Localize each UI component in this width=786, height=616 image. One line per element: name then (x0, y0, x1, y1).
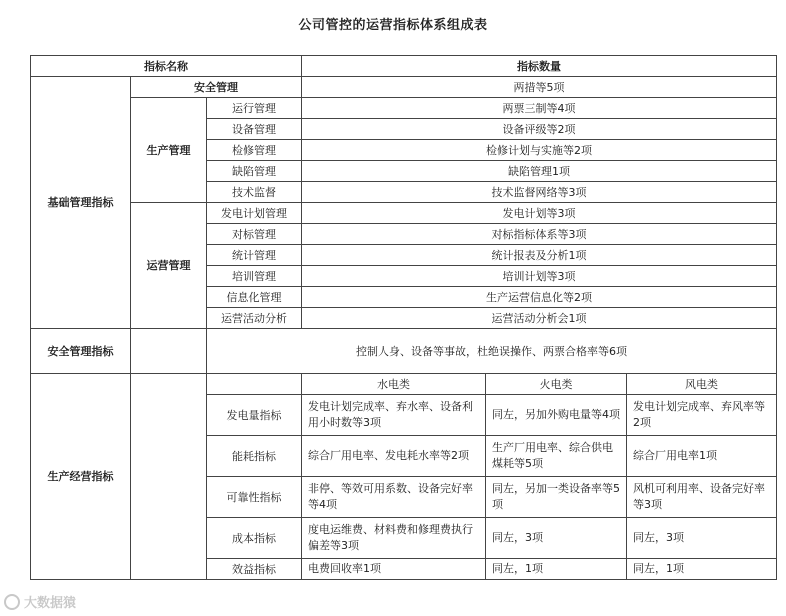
item-value: 设备评级等2项 (302, 119, 777, 140)
item-name: 缺陷管理 (207, 161, 302, 182)
hydro-value: 电费回收率1项 (302, 559, 486, 580)
hydro-value: 发电计划完成率、弃水率、设备利用小时数等3项 (302, 395, 486, 436)
item-name: 运行管理 (207, 98, 302, 119)
wind-value: 综合厂用电率1项 (627, 436, 777, 477)
watermark-text: 大数据猿 (24, 596, 77, 611)
safety-mgmt-value: 两措等5项 (302, 77, 777, 98)
item-name: 设备管理 (207, 119, 302, 140)
table-row (31, 77, 777, 98)
empty-cell (131, 329, 207, 374)
basic-category: 基础管理指标 (31, 77, 131, 329)
table-row (31, 329, 777, 374)
item-name: 发电计划管理 (207, 203, 302, 224)
table-row (31, 203, 777, 224)
item-value: 检修计划与实施等2项 (302, 140, 777, 161)
column-thermal: 火电类 (486, 374, 627, 395)
item-name: 运营活动分析 (207, 308, 302, 329)
column-wind: 风电类 (627, 374, 777, 395)
item-value: 缺陷管理1项 (302, 161, 777, 182)
item-value: 对标指标体系等3项 (302, 224, 777, 245)
wind-value: 同左，3项 (627, 518, 777, 559)
thermal-value: 同左，1项 (486, 559, 627, 580)
item-name: 能耗指标 (207, 436, 302, 477)
operation-mgmt-label: 运营管理 (131, 203, 207, 329)
thermal-value: 同左，3项 (486, 518, 627, 559)
item-name: 信息化管理 (207, 287, 302, 308)
production-category: 生产经营指标 (31, 374, 131, 580)
header-count: 指标数量 (302, 56, 777, 77)
item-name: 检修管理 (207, 140, 302, 161)
item-value: 培训计划等3项 (302, 266, 777, 287)
item-name: 对标管理 (207, 224, 302, 245)
table-row (31, 98, 777, 119)
thermal-value: 同左，另加一类设备率等5项 (486, 477, 627, 518)
item-name: 成本指标 (207, 518, 302, 559)
item-name: 技术监督 (207, 182, 302, 203)
wind-value: 风机可利用率、设备完好率等3项 (627, 477, 777, 518)
wind-value: 同左，1项 (627, 559, 777, 580)
wind-value: 发电计划完成率、弃风率等2项 (627, 395, 777, 436)
column-header-row (31, 374, 777, 395)
production-mgmt-label: 生产管理 (131, 98, 207, 203)
watermark-logo-icon (4, 594, 20, 610)
item-name: 培训管理 (207, 266, 302, 287)
item-value: 生产运营信息化等2项 (302, 287, 777, 308)
item-name: 统计管理 (207, 245, 302, 266)
header-row (31, 56, 777, 77)
hydro-value: 度电运维费、材料费和修理费执行偏差等3项 (302, 518, 486, 559)
item-value: 技术监督网络等3项 (302, 182, 777, 203)
column-hydro: 水电类 (302, 374, 486, 395)
safety-category: 安全管理指标 (31, 329, 131, 374)
indicator-table (30, 55, 777, 580)
item-value: 发电计划等3项 (302, 203, 777, 224)
safety-indicator-value: 控制人身、设备等事故，杜绝误操作、两票合格率等6项 (207, 329, 777, 374)
watermark (4, 592, 76, 611)
empty-cell (131, 374, 207, 580)
item-value: 运营活动分析会1项 (302, 308, 777, 329)
empty-cell (207, 374, 302, 395)
table-title: 公司管控的运营指标体系组成表 (298, 18, 488, 33)
item-name: 发电量指标 (207, 395, 302, 436)
thermal-value: 生产厂用电率、综合供电煤耗等5项 (486, 436, 627, 477)
thermal-value: 同左，另加外购电量等4项 (486, 395, 627, 436)
item-name: 效益指标 (207, 559, 302, 580)
item-name: 可靠性指标 (207, 477, 302, 518)
item-value: 两票三制等4项 (302, 98, 777, 119)
hydro-value: 非停、等效可用系数、设备完好率等4项 (302, 477, 486, 518)
safety-mgmt-label: 安全管理 (131, 77, 302, 98)
item-value: 统计报表及分析1项 (302, 245, 777, 266)
hydro-value: 综合厂用电率、发电耗水率等2项 (302, 436, 486, 477)
header-name: 指标名称 (31, 56, 302, 77)
